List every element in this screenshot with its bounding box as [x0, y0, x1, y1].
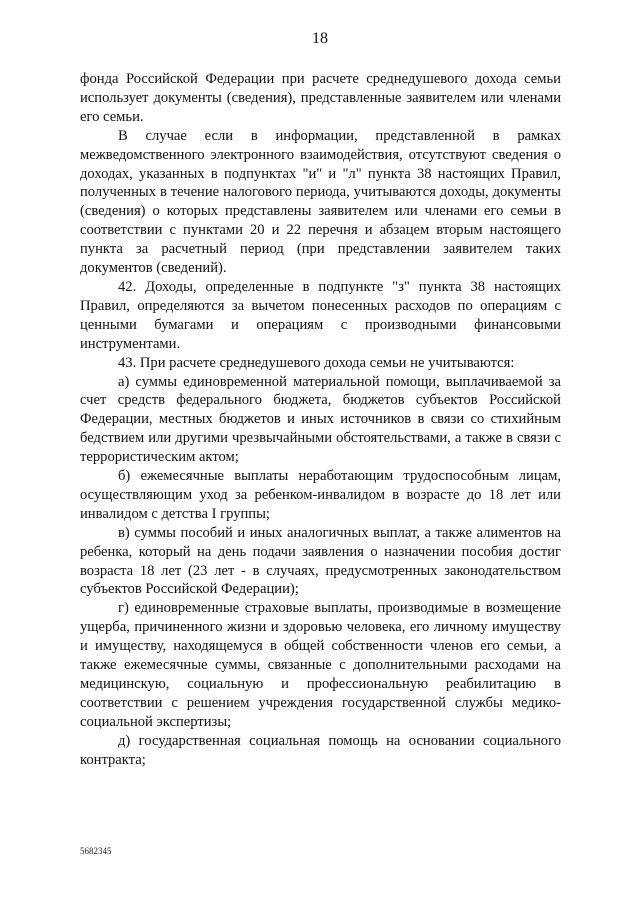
paragraph: 42. Доходы, определенные в подпункте "з" пункта 38 настоящих Правил, определяются за вычетом понесенных расходов по операциям с ценными бумагами и операциям с производными финансовыми инструментами. — [80, 278, 561, 352]
paragraph: в) суммы пособий и иных аналогичных выплат, а также алиментов на ребенка, который на день подачи заявления о назначении пособия достиг возраста 18 лет (23 лет - в случаях, предусмотренных законодательством субъектов Российской Федерации); — [80, 524, 561, 598]
paragraph: В случае если в информации, представленной в рамках межведомственного электронного взаимодействия, отсутствуют сведения о доходах, указанных в подпунктах "и" и "л" пункта 38 настоящих Правил, полученных в течение налогового периода, учитываются доходы, документы (сведения) о которых представлены заявителем или членами его семьи в соответствии с пунктами 20 и 22 перечня и абзацем вторым настоящего пункта за расчетный период (при представлении заявителем таких документов (сведений). — [80, 127, 561, 277]
paragraph: а) суммы единовременной материальной помощи, выплачиваемой за счет средств федерального бюджета, бюджетов субъектов Российской Федерации, местных бюджетов и иных источников в связи со стихийным бедствием или другими чрезвычайными обстоятельствами, а также в связи с террористическим актом; — [80, 373, 561, 466]
paragraph: фонда Российской Федерации при расчете среднедушевого дохода семьи использует документы (сведения), представленные заявителем или членами его семьи. — [80, 71, 561, 125]
paragraph: б) ежемесячные выплаты неработающим трудоспособным лицам, осуществляющим уход за ребенком-инвалидом в возрасте до 18 лет или инвалидом с детства I группы; — [80, 468, 561, 522]
paragraph: д) государственная социальная помощь на основании социального контракта; — [80, 732, 561, 768]
page-number: 18 — [312, 30, 328, 47]
document-code: 5682345 — [80, 846, 112, 856]
paragraph: 43. При расчете среднедушевого дохода семьи не учитываются: — [118, 354, 515, 371]
paragraph: г) единовременные страховые выплаты, производимые в возмещение ущерба, причиненного жизни и здоровью человека, его личному имуществу и имуществу, находящемуся в общей собственности членов его семьи, а также ежемесячные суммы, связанные с дополнительными расходами на медицинскую, социальную и профессиональную реабилитацию в соответствии с решением учреждения государственной службы медико-социальной экспертизы; — [80, 600, 561, 730]
document-body — [80, 70, 561, 770]
